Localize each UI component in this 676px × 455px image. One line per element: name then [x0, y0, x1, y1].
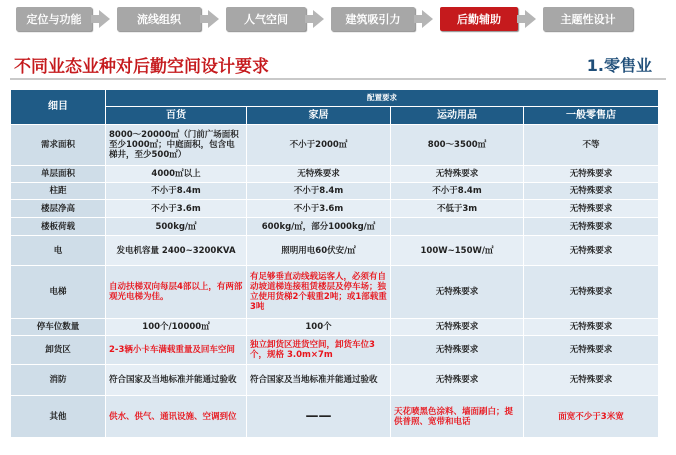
nav-step-popularity-space[interactable]: 人气空间	[226, 7, 306, 31]
table-cell: 无特殊要求	[524, 336, 659, 365]
table-row	[11, 266, 659, 319]
table-cell: 有足够垂直动线载运客人，必须有自动坡道梯连接租赁楼层及停车场；独立使用货梯2个载重2吨；或1部载重3吨	[247, 266, 391, 319]
table-cell: 无特殊要求	[247, 166, 391, 183]
title-divider	[10, 78, 666, 80]
row-label: 停车位数量	[11, 319, 106, 336]
table-cell: 无特殊要求	[524, 183, 659, 200]
row-label: 楼层净高	[11, 200, 106, 218]
table-cell: 无特殊要求	[391, 365, 524, 396]
row-label: 楼板荷载	[11, 218, 106, 236]
table-row	[11, 365, 659, 396]
arrow-right-icon	[525, 10, 536, 28]
table-row	[11, 396, 659, 438]
table-cell: 2-3辆小卡车满载重量及回车空间	[106, 336, 247, 365]
table-cell: 8000～20000㎡（门前广场面积至少1000㎡；中庭面积，包含电梯井，至少500㎡）	[106, 125, 247, 166]
table-cell: 无特殊要求	[524, 365, 659, 396]
table-cell: 不小于8.4m	[247, 183, 391, 200]
row-label: 电	[11, 236, 106, 266]
nav-step-positioning[interactable]: 定位与功能	[16, 7, 92, 31]
table-cell: 100个	[247, 319, 391, 336]
arrow-right-icon	[99, 10, 110, 28]
arrow-right-icon	[313, 10, 324, 28]
table-row	[11, 319, 659, 336]
table-cell: 无特殊要求	[524, 319, 659, 336]
arrow-right-icon	[208, 10, 219, 28]
table-cell: 符合国家及当地标准并能通过验收	[247, 365, 391, 396]
column-header-general-retail: 一般零售店	[524, 107, 659, 125]
table-cell: 符合国家及当地标准并能通过验收	[106, 365, 247, 396]
row-label: 柱距	[11, 183, 106, 200]
table-cell: 无特殊要求	[524, 166, 659, 183]
column-header-item: 细目	[11, 90, 106, 125]
table-cell	[391, 218, 524, 236]
row-label: 卸货区	[11, 336, 106, 365]
table-row	[11, 236, 659, 266]
table-cell: 无特殊要求	[524, 200, 659, 218]
table-cell: 无特殊要求	[391, 319, 524, 336]
table-cell: 不低于3m	[391, 200, 524, 218]
row-label: 单层面积	[11, 166, 106, 183]
table-cell: 无特殊要求	[391, 336, 524, 365]
table-cell: ——	[247, 396, 391, 438]
table-cell: 供水、供气、通讯设施、空调到位	[106, 396, 247, 438]
table-row	[11, 336, 659, 365]
group-header-requirements: 配置要求	[106, 90, 659, 107]
table-cell: 面宽不少于3米宽	[524, 396, 659, 438]
requirements-table	[10, 89, 659, 438]
table-cell: 100个/10000㎡	[106, 319, 247, 336]
table-cell: 不小于8.4m	[106, 183, 247, 200]
table-cell: 自动扶梯双向每层4部以上，有两部观光电梯为佳。	[106, 266, 247, 319]
row-label: 电梯	[11, 266, 106, 319]
row-label: 需求面积	[11, 125, 106, 166]
table-cell: 不小于8.4m	[391, 183, 524, 200]
nav-step-thematic-design[interactable]: 主题性设计	[543, 7, 633, 31]
table-cell: 600kg/㎡，部分1000kg/㎡	[247, 218, 391, 236]
table-cell: 无特殊要求	[524, 266, 659, 319]
table-cell: 不小于3.6m	[247, 200, 391, 218]
page-title: 不同业态业种对后勤空间设计要求	[14, 57, 269, 77]
row-label: 消防	[11, 365, 106, 396]
table-row	[11, 166, 659, 183]
nav-step-circulation[interactable]: 流线组织	[117, 7, 201, 31]
table-row	[11, 125, 659, 166]
table-cell: 4000㎡以上	[106, 166, 247, 183]
table-cell: 800～3500㎡	[391, 125, 524, 166]
nav-step-logistics[interactable]: 后勤辅助	[440, 7, 518, 31]
row-label: 其他	[11, 396, 106, 438]
table-cell: 无特殊要求	[391, 266, 524, 319]
table-cell: 500kg/㎡	[106, 218, 247, 236]
table-cell: 不小于2000㎡	[247, 125, 391, 166]
arrow-right-icon	[422, 10, 433, 28]
table-cell: 无特殊要求	[391, 166, 524, 183]
table-cell: 天花喷黑色涂料、墙面刷白；提供普照、宽带和电话	[391, 396, 524, 438]
table-cell: 100W~150W/㎡	[391, 236, 524, 266]
nav-step-architecture-appeal[interactable]: 建筑吸引力	[331, 7, 415, 31]
table-row	[11, 183, 659, 200]
column-header-department-store: 百货	[106, 107, 247, 125]
table-cell: 独立卸货区进货空间，卸货车位3个，规格 3.0m×7m	[247, 336, 391, 365]
column-header-sporting-goods: 运动用品	[391, 107, 524, 125]
process-nav	[16, 6, 672, 32]
table-cell: 照明用电60伏安/㎡	[247, 236, 391, 266]
table-cell: 不等	[524, 125, 659, 166]
section-subtitle: 1.零售业	[586, 56, 652, 75]
table-cell: 无特殊要求	[524, 218, 659, 236]
table-cell: 发电机容量 2400~3200KVA	[106, 236, 247, 266]
table-row	[11, 200, 659, 218]
table-row	[11, 218, 659, 236]
table-cell: 不小于3.6m	[106, 200, 247, 218]
table-cell: 无特殊要求	[524, 236, 659, 266]
column-header-home-furnishing: 家居	[247, 107, 391, 125]
